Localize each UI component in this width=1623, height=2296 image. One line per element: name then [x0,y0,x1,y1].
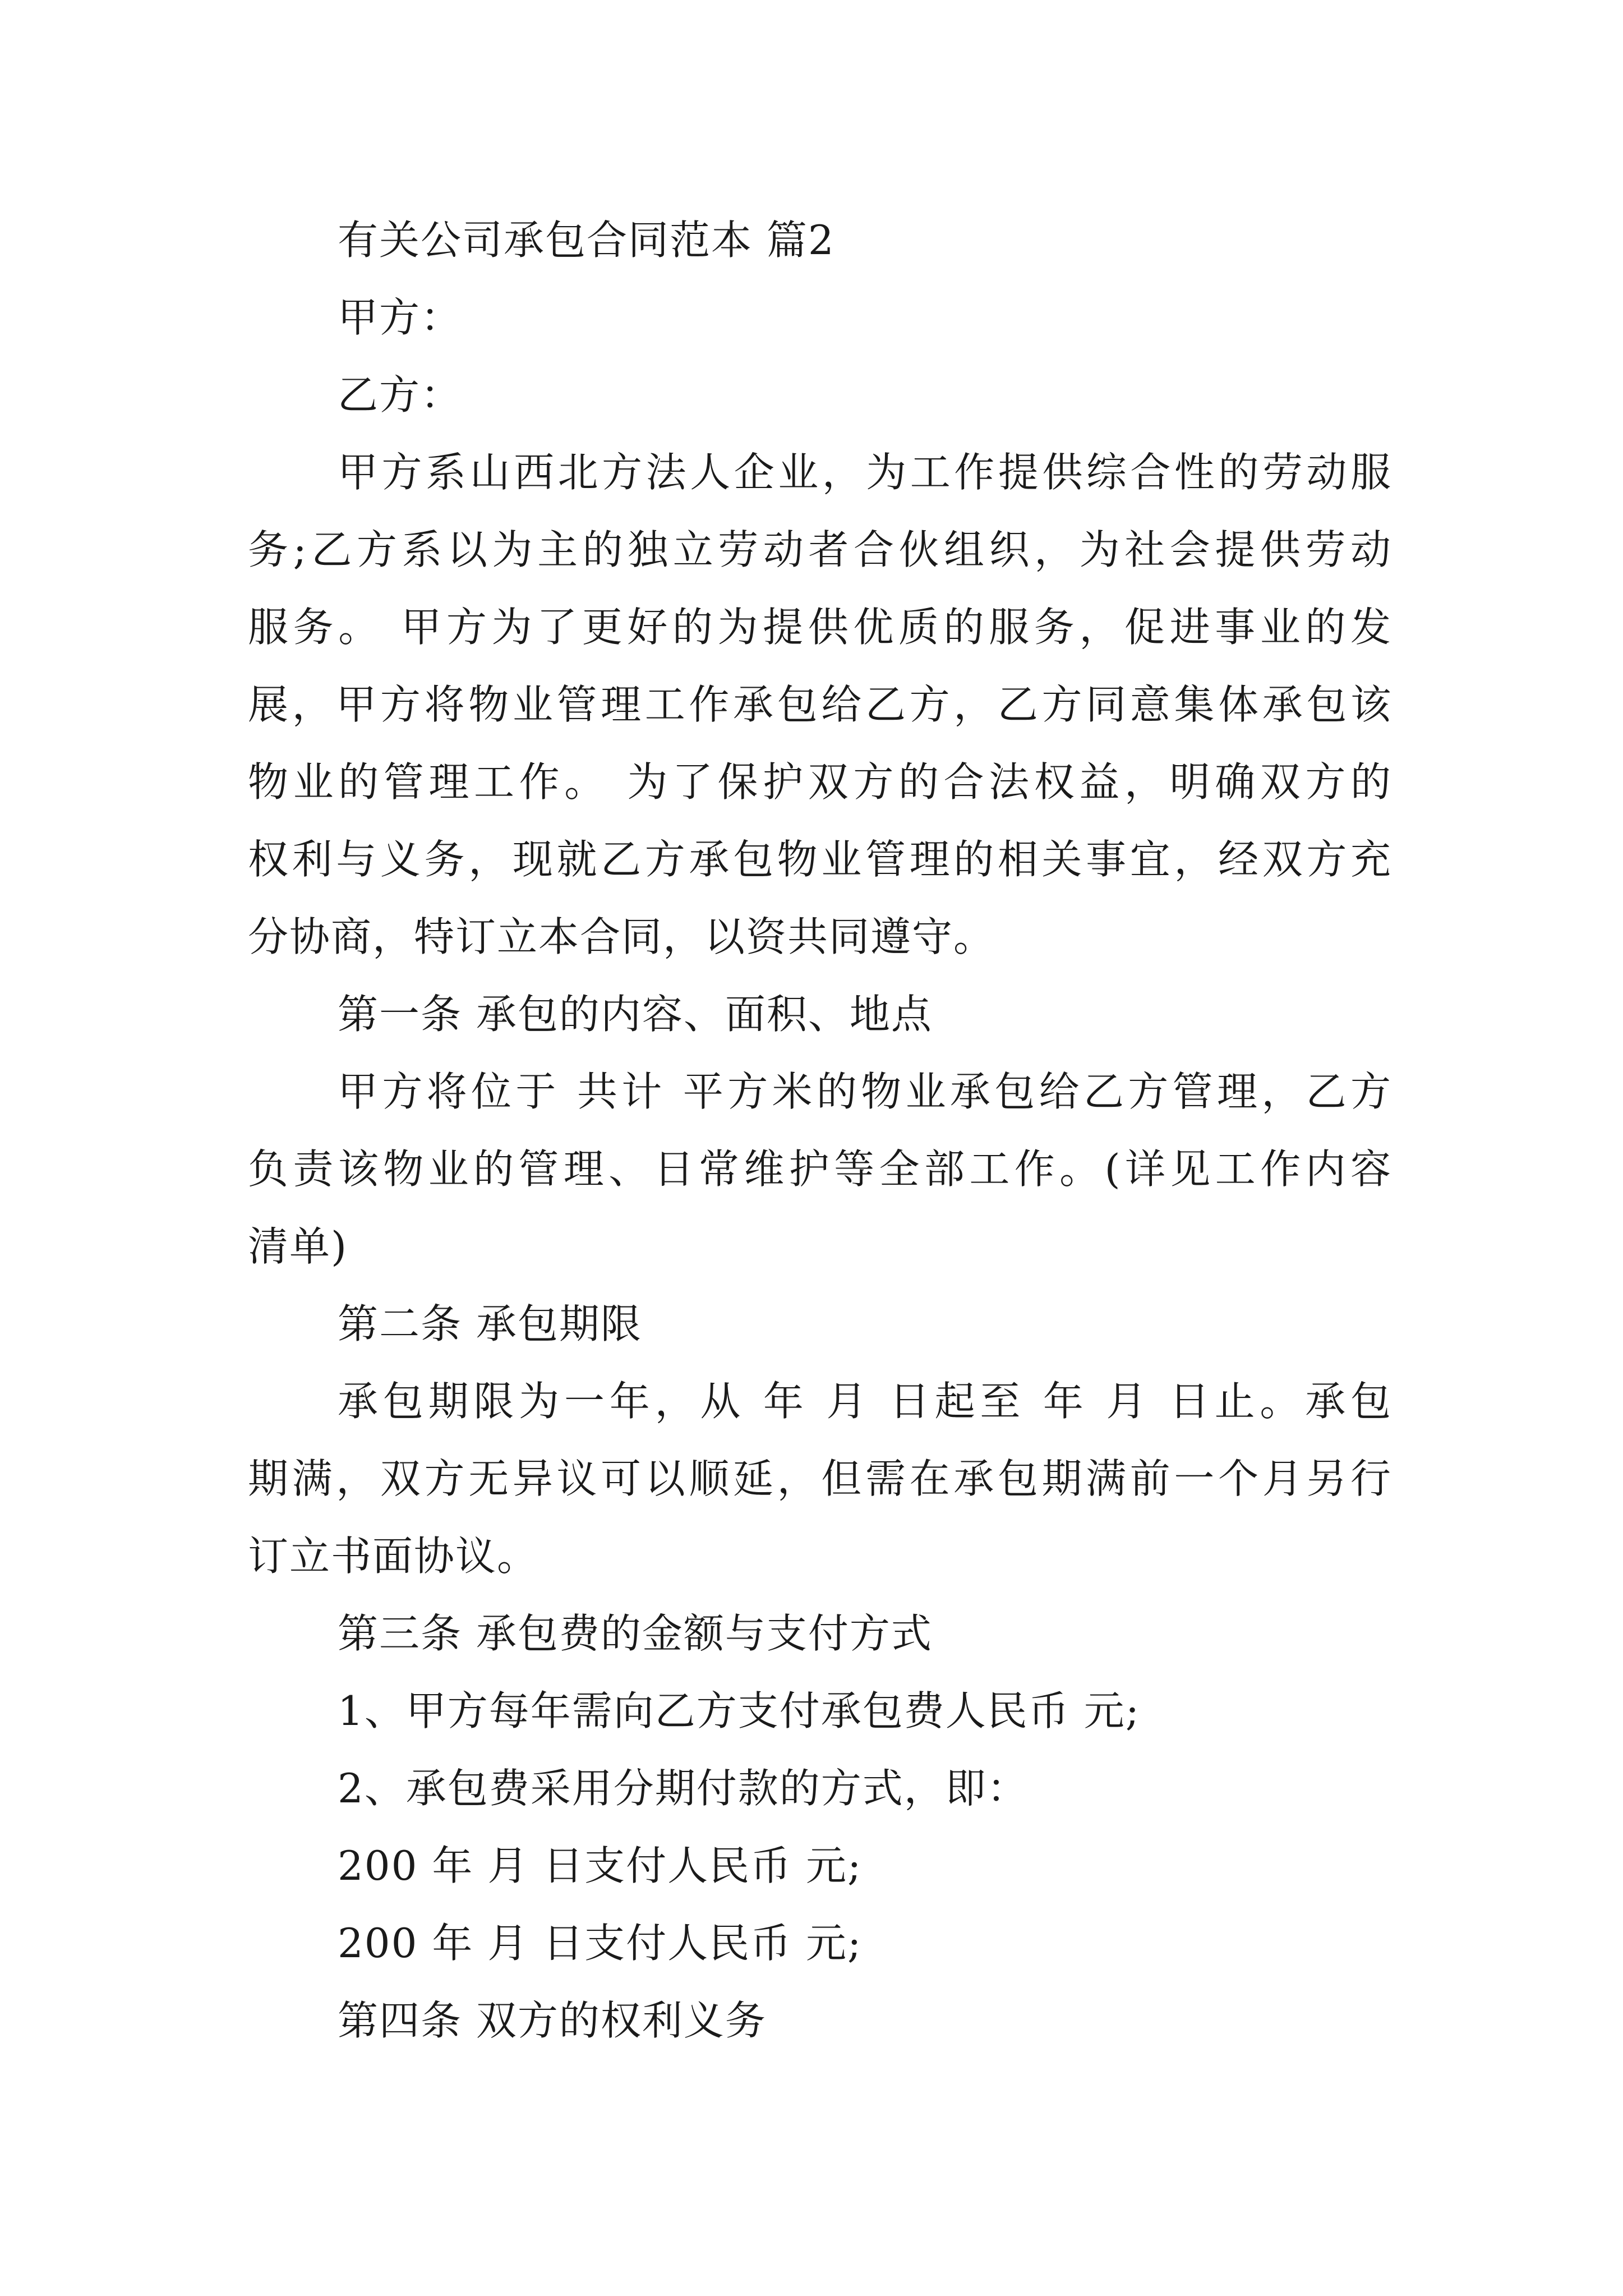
paragraph-line: 清单) [248,1223,348,1270]
document-title: 有关公司承包合同范本 篇2 [338,217,835,264]
article-heading: 第四条 双方的权利义务 [338,1997,767,2044]
paragraph-line: 分协商，特订立本合同，以资共同遵守。 [248,913,995,960]
article-heading: 第二条 承包期限 [338,1300,642,1347]
paragraph-line: 务;乙方系以为主的独立劳动者合伙组织，为社会提供劳动 [248,526,1392,573]
paragraph-line: 服务。 甲方为了更好的为提供优质的服务，促进事业的发 [248,604,1392,651]
paragraph-line: 期满，双方无异议可以顺延，但需在承包期满前一个月另行 [248,1455,1392,1502]
article-heading: 第一条 承包的内容、面积、地点 [338,991,933,1038]
paragraph-line: 物业的管理工作。 为了保护双方的合法权益，明确双方的 [248,758,1392,806]
paragraph-line: 甲方系山西北方法人企业，为工作提供综合性的劳动服 [338,449,1392,496]
paragraph-line: 负责该物业的管理、日常维护等全部工作。(详见工作内容 [248,1145,1392,1193]
payment-line: 200 年 月 日支付人民币 元; [338,1920,863,1967]
paragraph-line: 权利与义务，现就乙方承包物业管理的相关事宜，经双方充 [248,836,1392,883]
article-heading: 第三条 承包费的金额与支付方式 [338,1610,933,1657]
list-item: 1、甲方每年需向乙方支付承包费人民币 元; [338,1687,1140,1734]
paragraph-line: 甲方将位于 共计 平方米的物业承包给乙方管理，乙方 [338,1068,1392,1115]
party-a-label: 甲方： [338,294,463,341]
list-item: 2、承包费采用分期付款的方式，即： [338,1765,1029,1812]
payment-line: 200 年 月 日支付人民币 元; [338,1842,863,1889]
paragraph-line: 承包期限为一年，从 年 月 日起至 年 月 日止。承包 [338,1378,1392,1425]
paragraph-line: 订立书面协议。 [248,1533,539,1580]
party-b-label: 乙方： [338,371,463,418]
paragraph-line: 展，甲方将物业管理工作承包给乙方，乙方同意集体承包该 [248,681,1392,728]
